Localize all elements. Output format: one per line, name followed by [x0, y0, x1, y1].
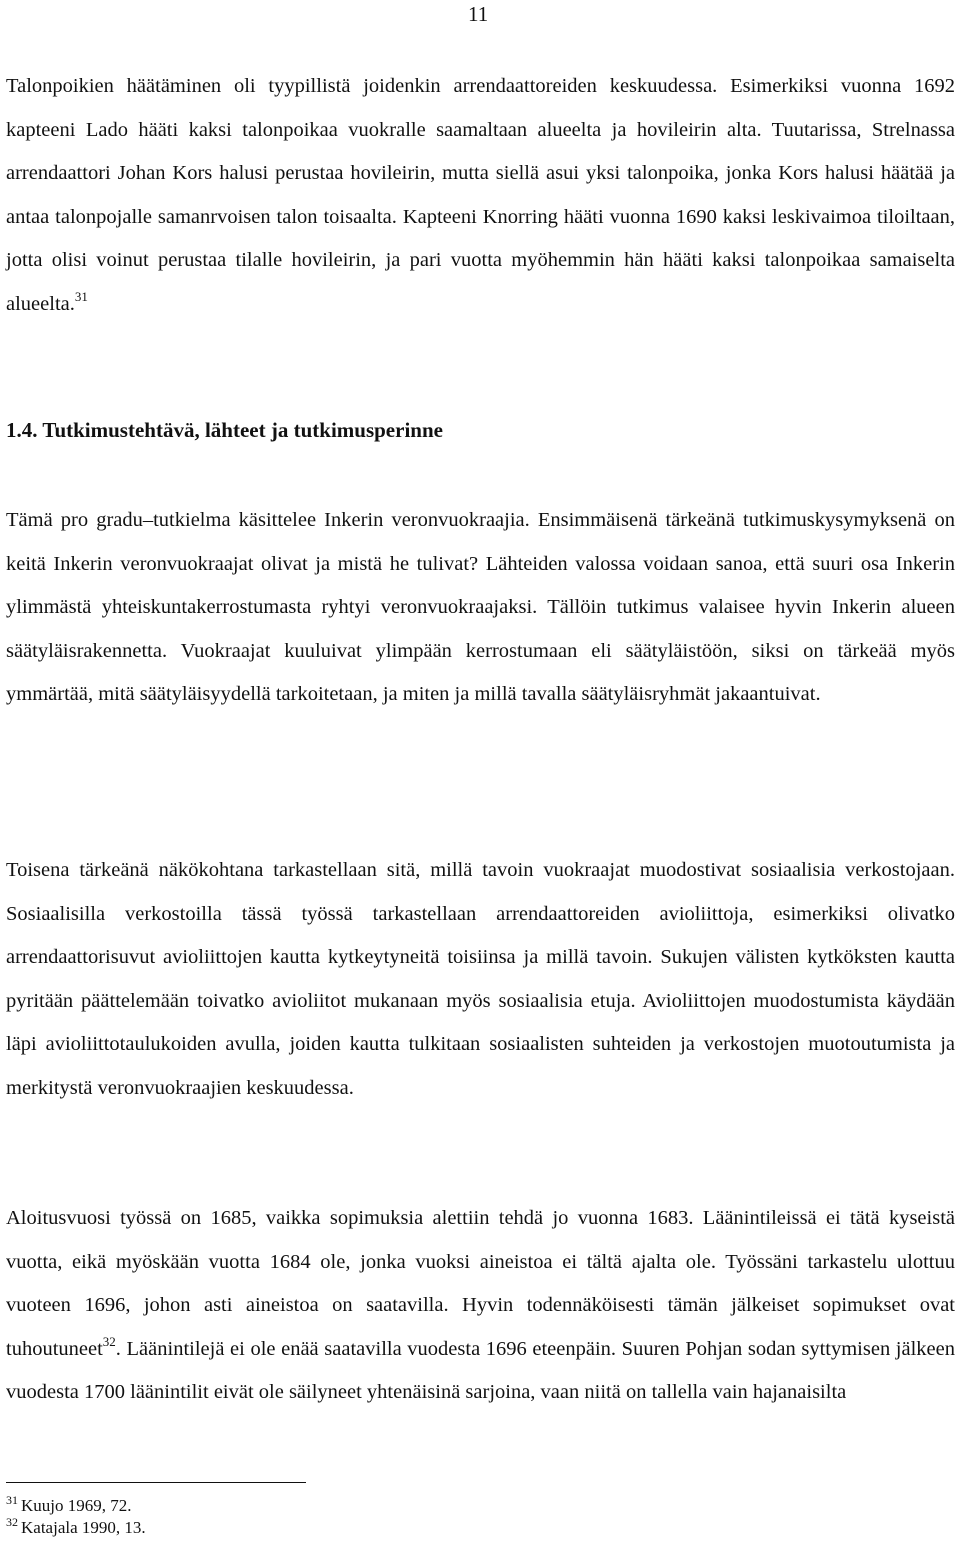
footnote-number: 31: [6, 1493, 18, 1507]
paragraph-time-frame: [6, 1197, 955, 1415]
footnote-32: [6, 1517, 146, 1539]
paragraph-text: Aloitusvuosi työssä on 1685, vaikka sopimuksia alettiin tehdä jo vuonna 1683. Läänintileissä ei tätä kyseistä vuotta, eikä myöskään vuotta 1684 ole, jonka vuoksi aineistoa ei tältä ajalta ole. Työssäni tarkastelu ulottuu vuoteen 1696, johon asti aineistoa on saatavilla. Hyvin todennäköisesti tämän jälkeiset sopimukset ovat tuhoutuneet: [6, 1207, 955, 1360]
paragraph-text-cont: . Läänintilejä ei ole enää saatavilla vuodesta 1696 eteenpäin. Suuren Pohjan sodan syttymisen jälkeen vuodesta 1700 läänintilit eivät ole säilyneet yhtenäisinä sarjoina, vaan niitä on tallella vain hajanaisilta: [6, 1337, 955, 1404]
footnote-number: 32: [6, 1515, 18, 1529]
paragraph-research-question-2: Toisena tärkeänä näkökohtana tarkastellaan sitä, millä tavoin vuokraajat muodostivat sosiaalisia verkostojaan. Sosiaalisilla verkostoilla tässä työssä tarkastellaan arrendaattoreiden avioliittoja, esimerkiksi olivatko arrendaattorisuvut avioliittojen kautta kytkeytyneitä toisiinsa ja millä tavoin. Sukujen välisten kytköksten kautta pyritään päättelemään toivatko avioliitot mukanaan myös sosiaalisia etuja. Avioliittojen muodostumista käydään läpi avioliittotaulukoiden avulla, joiden kautta tulkitaan sosiaalisten suhteiden ja verkostojen muotoutumista ja merkitystä veronvuokraajien keskuudessa.: [6, 859, 955, 1099]
footnote-31: [6, 1495, 146, 1517]
footnote-ref: 31: [74, 288, 88, 304]
footnote-ref: 32: [102, 1333, 116, 1349]
paragraph-text: Talonpoikien häätäminen oli tyypillistä joidenkin arrendaattoreiden keskuudessa. Esimerkiksi vuonna 1692 kapteeni Lado hääti kaksi talonpoikaa vuokralle saamaltaan alueelta ja hovileirin alta. Tuutarissa, Strelnassa arrendaattori Johan Kors halusi perustaa hovileirin, mutta siellä asui yksi talonpoika, jonka Kors halusi häätää ja antaa talonpojalle samanrvoisen talon toisaalta. Kapteeni Knorring hääti vuonna 1690 kaksi leskivaimoa tiloiltaan, jotta olisi voinut perustaa tilalle hovileirin, ja pari vuotta myöhemmin hän hääti kaksi talonpoikaa samaiselta alueelta.: [6, 75, 955, 315]
footnote-text: Kuujo 1969, 72.: [21, 1496, 132, 1515]
footnotes: [6, 1495, 146, 1539]
page-number: 11: [468, 2, 489, 26]
paragraph-evictions: [6, 65, 955, 327]
footnote-text: Katajala 1990, 13.: [21, 1518, 146, 1537]
paragraph-research-question-1: Tämä pro gradu–tutkielma käsittelee Inkerin veronvuokraajia. Ensimmäisenä tärkeänä tutkimuskysymyksenä on keitä Inkerin veronvuokraajat olivat ja mistä he tulivat? Lähteiden valossa voidaan sanoa, että suuri osa Inkerin ylimmästä yhteiskuntakerrostumasta ryhtyi veronvuokraajaksi. Tällöin tutkimus valaisee hyvin Inkerin alueen säätyläisrakennetta. Vuokraajat kuuluivat ylimpään kerrostumaan eli säätyläistöön, siksi on tärkeää myös ymmärtää, mitä säätyläisyydellä tarkoitetaan, ja miten ja millä tavalla säätyläisryhmät jakaantuivat.: [6, 509, 955, 706]
footnote-separator: [6, 1482, 306, 1483]
section-heading: 1.4. Tutkimustehtävä, lähteet ja tutkimusperinne: [6, 418, 443, 442]
